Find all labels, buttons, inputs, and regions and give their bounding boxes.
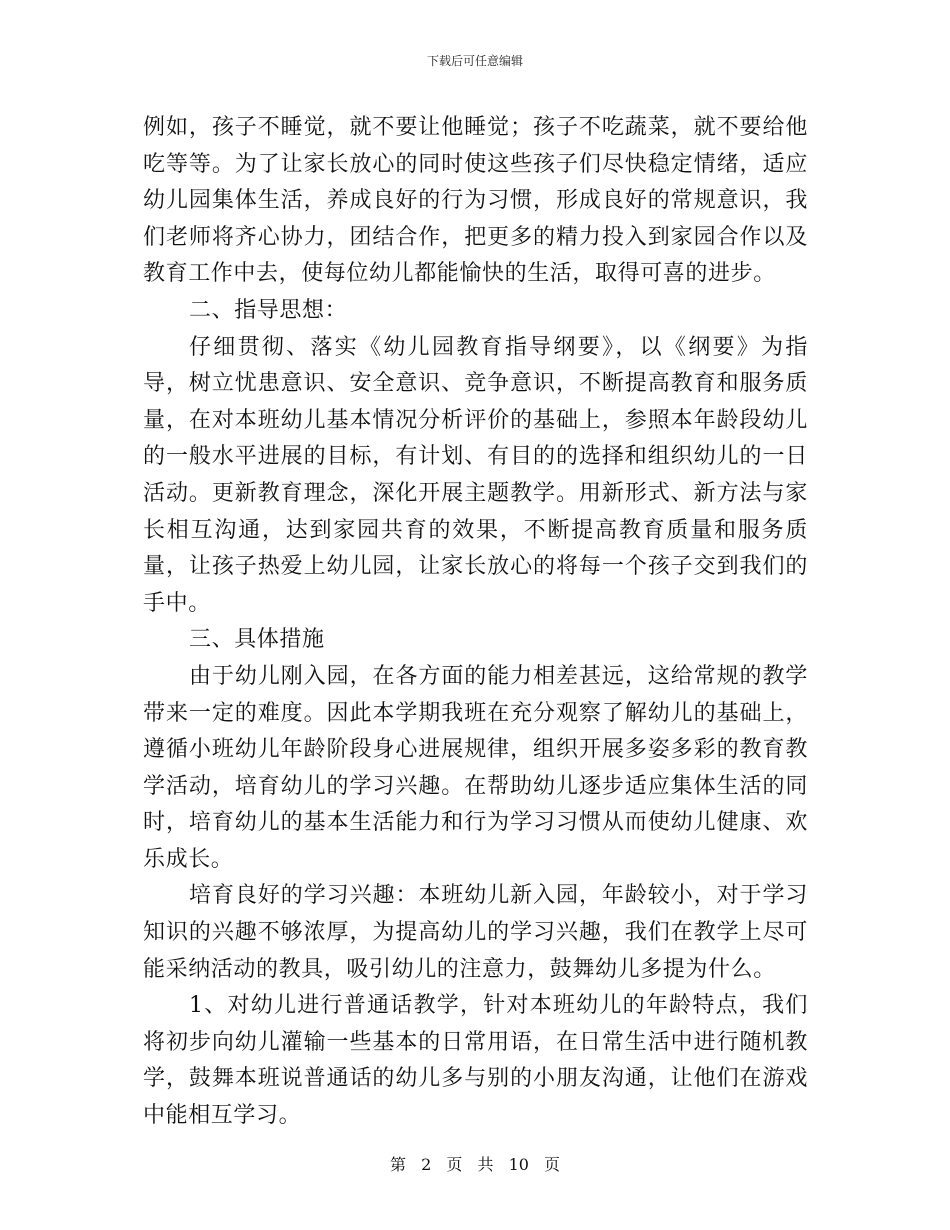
document-body <box>143 110 808 1135</box>
paragraph-3: 由于幼儿刚入园，在各方面的能力相差甚远，这给常规的教学带来一定的难度。因此本学期我班在充分观察了解幼儿的基础上，遵循小班幼儿年龄阶段身心进展规律，组织开展多姿多彩的教育教学活动，培育幼儿的学习兴趣。在帮助幼儿逐步适应集体生活的同时，培育幼儿的基本生活能力和行为学习习惯从而使幼儿健康、欢乐成长。 <box>143 663 808 872</box>
footer-suffix: 页 <box>544 1155 561 1174</box>
section-heading-measures: 三、具体措施 <box>189 627 325 653</box>
header-note: 下载后可任意编辑 <box>426 54 523 68</box>
paragraph-5: 1、对幼儿进行普通话教学，针对本班幼儿的年龄特点，我们将初步向幼儿灌输一些基本的日常用语，在日常生活中进行随机教学，鼓舞本班说普通话的幼儿多与别的小朋友沟通，让他们在游戏中能相互学习。 <box>143 993 808 1129</box>
footer-total-pages: 10 <box>508 1155 529 1174</box>
paragraph-2: 仔细贯彻、落实《幼儿园教育指导纲要》，以《纲要》为指导，树立忧患意识、安全意识、竞争意识，不断提高教育和服务质量，在对本班幼儿基本情况分析评价的基础上，参照本年龄段幼儿的一般水平进展的目标，有计划、有目的的选择和组织幼儿的一日活动。更新教育理念，深化开展主题教学。用新形式、新方法与家长相互沟通，达到家园共育的效果，不断提高教育质量和服务质量，让孩子热爱上幼儿园，让家长放心的将每一个孩子交到我们的手中。 <box>143 334 808 616</box>
footer-total-word: 共 <box>477 1155 494 1174</box>
footer-current-page: 2 <box>421 1155 432 1174</box>
page-footer <box>0 1154 950 1176</box>
footer-page-word: 页 <box>446 1155 463 1174</box>
section-heading-guiding-ideology: 二、指导思想： <box>189 297 348 323</box>
footer-prefix: 第 <box>389 1155 406 1174</box>
paragraph-4: 培育良好的学习兴趣：本班幼儿新入园，年龄较小，对于学习知识的兴趣不够浓厚，为提高幼儿的学习兴趣，我们在教学上尽可能采纳活动的教具，吸引幼儿的注意力，鼓舞幼儿多提为什么。 <box>143 883 808 982</box>
paragraph-1: 例如，孩子不睡觉，就不要让他睡觉；孩子不吃蔬菜，就不要给他吃等等。为了让家长放心的同时使这些孩子们尽快稳定情绪，适应幼儿园集体生活，养成良好的行为习惯，形成良好的常规意识，我们老师将齐心协力，团结合作，把更多的精力投入到家园合作以及教育工作中去，使每位幼儿都能愉快的生活，取得可喜的进步。 <box>143 115 808 287</box>
page-header <box>0 53 950 69</box>
